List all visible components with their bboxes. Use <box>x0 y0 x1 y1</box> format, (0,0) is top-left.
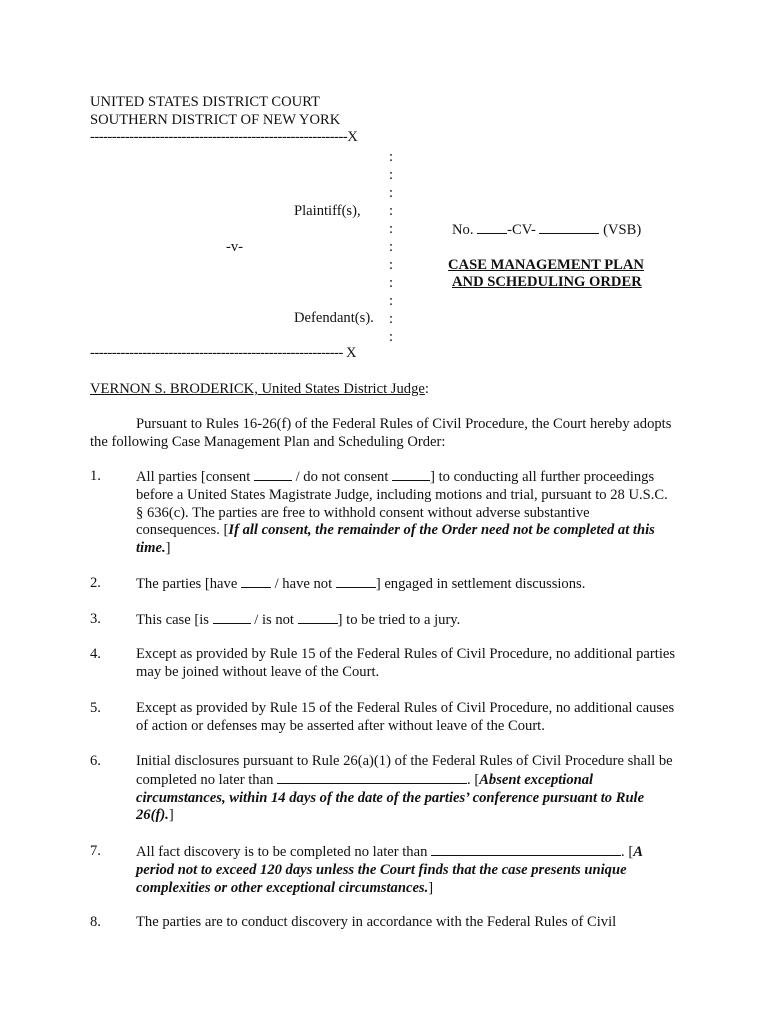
document-title-line1: CASE MANAGEMENT PLAN <box>448 257 644 273</box>
caption-colon: : <box>389 185 394 201</box>
item-number: 7. <box>90 843 101 859</box>
caption-colon: : <box>389 167 394 183</box>
versus-label: -v- <box>226 239 244 255</box>
case-number-blank[interactable] <box>539 221 599 234</box>
item-consent: All parties [consent / do not consent ] to conducting all further proceedings before a United States Magistrate Judge, including motions and trial, pursuant to 28 U.S.C. § 636(c). The parties are free to withhold consent without adverse substantive consequences. [If all consent, the remainder of the Order need not be completed at this time.] <box>136 469 668 557</box>
judge-colon: : <box>424 381 429 397</box>
court-name: UNITED STATES DISTRICT COURT <box>90 94 320 110</box>
disclosure-date-blank[interactable] <box>277 771 467 784</box>
caption-colon: : <box>389 203 394 219</box>
item-jury: This case [is / is not ] to be tried to a jury. <box>136 612 461 628</box>
caption-colon: : <box>389 293 394 309</box>
item-number: 1. <box>90 468 101 484</box>
caption-bottom-border: ---------------------------------------------------------- X <box>90 345 357 361</box>
item-fact-discovery: All fact discovery is to be completed no later than . [A period not to exceed 120 days unless the Court finds that the case presents unique complexities or other exceptional circumstances.] <box>136 844 643 896</box>
document-title-line2: AND SCHEDULING ORDER <box>452 274 642 290</box>
case-number-mid: -CV- <box>507 222 536 238</box>
caption-colon: : <box>389 311 394 327</box>
judge-line <box>90 381 429 398</box>
item-number: 4. <box>90 646 101 662</box>
item-joinder: Except as provided by Rule 15 of the Federal Rules of Civil Procedure, no additional parties may be joined without leave of the Court. <box>136 646 676 680</box>
plaintiff-label: Plaintiff(s), <box>294 203 361 219</box>
item-number: 2. <box>90 575 101 591</box>
have-not-blank[interactable] <box>336 575 376 588</box>
consent-blank[interactable] <box>254 468 292 481</box>
is-not-blank[interactable] <box>298 611 338 624</box>
item-number: 8. <box>90 914 101 930</box>
judge-name: VERNON S. BRODERICK, United States District Judge <box>90 381 425 397</box>
item-causes-of-action: Except as provided by Rule 15 of the Federal Rules of Civil Procedure, no additional causes of action or defenses may be asserted after without leave of the Court. <box>136 700 675 734</box>
caption-top-border: -----------------------------------------------------------X <box>90 129 358 145</box>
caption-colon: : <box>389 149 394 165</box>
case-number-prefix: No. <box>452 222 474 238</box>
fact-discovery-date-blank[interactable] <box>431 843 621 856</box>
is-blank[interactable] <box>213 611 251 624</box>
case-number <box>452 221 641 239</box>
defendant-label: Defendant(s). <box>294 310 374 326</box>
caption-colon: : <box>389 257 394 273</box>
have-blank[interactable] <box>241 575 271 588</box>
no-consent-blank[interactable] <box>392 468 430 481</box>
case-number-suffix: (VSB) <box>603 222 642 238</box>
caption-colon: : <box>389 239 394 255</box>
item-number: 3. <box>90 611 101 627</box>
item-number: 5. <box>90 700 101 716</box>
caption-colon: : <box>389 275 394 291</box>
item-settlement: The parties [have / have not ] engaged in settlement discussions. <box>136 576 586 592</box>
caption-colon: : <box>389 329 394 345</box>
intro-paragraph: Pursuant to Rules 16-26(f) of the Federal Rules of Civil Procedure, the Court hereby adopts the following Case Management Plan and Scheduling Order: <box>90 416 672 450</box>
case-year-blank[interactable] <box>477 221 507 234</box>
caption-colon: : <box>389 221 394 237</box>
court-district: SOUTHERN DISTRICT OF NEW YORK <box>90 112 341 128</box>
item-initial-disclosures: Initial disclosures pursuant to Rule 26(a)(1) of the Federal Rules of Civil Procedure shall be completed no later than . [Absent exceptional circumstances, within 14 days of the date of the parties’ conference pursuant to Rule 26(f).] <box>136 753 673 824</box>
item-number: 6. <box>90 753 101 769</box>
item-discovery-rules: The parties are to conduct discovery in accordance with the Federal Rules of Civil <box>136 914 617 930</box>
